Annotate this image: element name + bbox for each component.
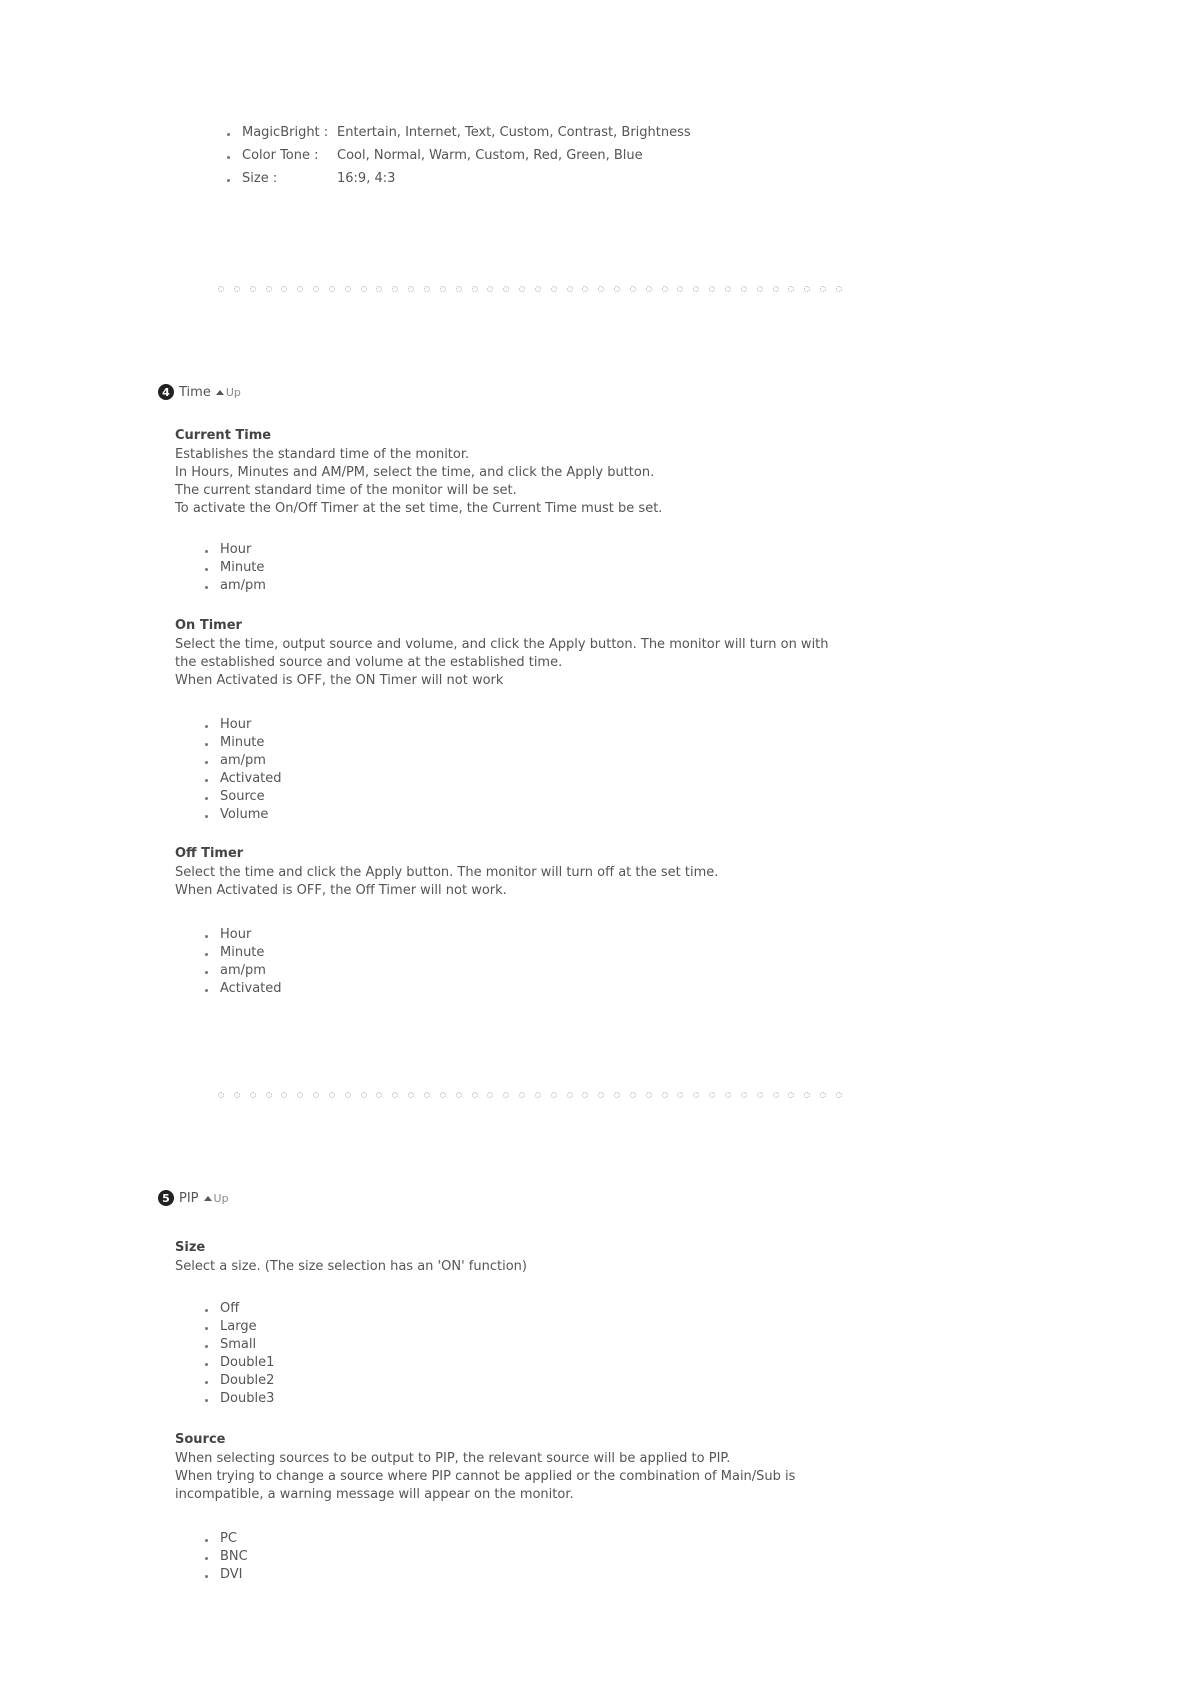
list-item: Small	[220, 1337, 257, 1352]
dotted-divider	[218, 286, 842, 294]
divider-dot	[266, 286, 272, 292]
divider-dot	[551, 1092, 557, 1098]
divider-dot	[725, 286, 731, 292]
divider-dot	[345, 1092, 351, 1098]
paragraph-line: When selecting sources to be output to PIP, the relevant source will be applied to PIP.	[175, 1451, 731, 1466]
divider-dot	[281, 1092, 287, 1098]
item-value: Cool, Normal, Warm, Custom, Red, Green, Blue	[337, 148, 643, 163]
divider-dot	[773, 1092, 779, 1098]
divider-dot	[234, 286, 240, 292]
up-link[interactable]	[204, 1192, 229, 1205]
list-item: am/pm	[220, 753, 266, 768]
divider-dot	[646, 1092, 652, 1098]
divider-dot	[614, 1092, 620, 1098]
divider-dot	[234, 1092, 240, 1098]
divider-dot	[218, 286, 224, 292]
list-item: am/pm	[220, 578, 266, 593]
divider-dot	[392, 1092, 398, 1098]
subheading: Current Time	[175, 428, 272, 443]
divider-dot	[551, 286, 557, 292]
divider-dot	[820, 1092, 826, 1098]
divider-dot	[313, 1092, 319, 1098]
section-title: PIP	[179, 1190, 199, 1206]
divider-dot	[361, 286, 367, 292]
paragraph-line: incompatible, a warning message will appear on the monitor.	[175, 1487, 574, 1502]
divider-dot	[804, 1092, 810, 1098]
divider-dot	[266, 1092, 272, 1098]
divider-dot	[630, 1092, 636, 1098]
divider-dot	[329, 286, 335, 292]
divider-dot	[535, 286, 541, 292]
divider-dot	[297, 1092, 303, 1098]
divider-dot	[424, 286, 430, 292]
divider-dot	[456, 1092, 462, 1098]
divider-dot	[313, 286, 319, 292]
divider-dot	[836, 1092, 842, 1098]
list-item	[242, 170, 396, 188]
item-value: 16:9, 4:3	[337, 171, 396, 186]
divider-dot	[693, 1092, 699, 1098]
list-item: Off	[220, 1301, 240, 1316]
divider-dot	[440, 1092, 446, 1098]
paragraph-line: Establishes the standard time of the monitor.	[175, 447, 470, 462]
divider-dot	[725, 1092, 731, 1098]
divider-dot	[757, 1092, 763, 1098]
item-value: Entertain, Internet, Text, Custom, Contrast, Brightness	[337, 125, 691, 140]
divider-dot	[820, 286, 826, 292]
dotted-divider	[218, 1092, 842, 1100]
divider-dot	[741, 286, 747, 292]
paragraph-line: The current standard time of the monitor will be set.	[175, 483, 517, 498]
divider-dot	[424, 1092, 430, 1098]
item-label: Color Tone :	[242, 148, 319, 163]
list-item: Hour	[220, 927, 252, 942]
divider-dot	[677, 286, 683, 292]
divider-dot	[567, 286, 573, 292]
divider-dot	[519, 1092, 525, 1098]
divider-dot	[297, 286, 303, 292]
divider-dot	[472, 1092, 478, 1098]
paragraph-line: When Activated is OFF, the Off Timer will not work.	[175, 883, 507, 898]
paragraph-line: Select a size. (The size selection has an 'ON' function)	[175, 1259, 527, 1274]
subheading: Off Timer	[175, 846, 244, 861]
list-item: BNC	[220, 1549, 248, 1564]
divider-dot	[614, 286, 620, 292]
up-arrow-icon	[204, 1196, 212, 1201]
item-label: Size :	[242, 171, 278, 186]
section-title: Time	[179, 384, 211, 400]
divider-dot	[741, 1092, 747, 1098]
divider-dot	[456, 286, 462, 292]
divider-dot	[535, 1092, 541, 1098]
divider-dot	[646, 286, 652, 292]
list-item: Activated	[220, 771, 282, 786]
up-label: Up	[213, 1191, 229, 1205]
divider-dot	[582, 1092, 588, 1098]
divider-dot	[392, 286, 398, 292]
divider-dot	[345, 286, 351, 292]
paragraph-line: In Hours, Minutes and AM/PM, select the time, and click the Apply button.	[175, 465, 655, 480]
list-item: Large	[220, 1319, 257, 1334]
divider-dot	[773, 286, 779, 292]
divider-dot	[757, 286, 763, 292]
divider-dot	[250, 1092, 256, 1098]
divider-dot	[408, 286, 414, 292]
divider-dot	[709, 1092, 715, 1098]
divider-dot	[218, 1092, 224, 1098]
list-item: Source	[220, 789, 265, 804]
section-heading	[158, 382, 241, 402]
divider-dot	[472, 286, 478, 292]
paragraph-line: the established source and volume at the established time.	[175, 655, 563, 670]
divider-dot	[693, 286, 699, 292]
list-item: am/pm	[220, 963, 266, 978]
divider-dot	[329, 1092, 335, 1098]
divider-dot	[250, 286, 256, 292]
list-item: Hour	[220, 717, 252, 732]
divider-dot	[519, 286, 525, 292]
divider-dot	[788, 1092, 794, 1098]
paragraph-line: When Activated is OFF, the ON Timer will not work	[175, 673, 504, 688]
divider-dot	[487, 286, 493, 292]
up-arrow-icon	[216, 390, 224, 395]
up-label: Up	[225, 385, 241, 399]
divider-dot	[662, 286, 668, 292]
divider-dot	[630, 286, 636, 292]
divider-dot	[361, 1092, 367, 1098]
list-item	[242, 147, 643, 165]
subheading: Size	[175, 1240, 206, 1255]
list-item: DVI	[220, 1567, 243, 1582]
divider-dot	[804, 286, 810, 292]
divider-dot	[487, 1092, 493, 1098]
paragraph-line: Select the time, output source and volume, and click the Apply button. The monitor will turn on with	[175, 637, 829, 652]
divider-dot	[598, 1092, 604, 1098]
divider-dot	[376, 286, 382, 292]
list-item: Double2	[220, 1373, 275, 1388]
list-item: PC	[220, 1531, 237, 1546]
paragraph-line: Select the time and click the Apply button. The monitor will turn off at the set time.	[175, 865, 719, 880]
list-item: Minute	[220, 560, 265, 575]
divider-dot	[408, 1092, 414, 1098]
paragraph-line: When trying to change a source where PIP cannot be applied or the combination of Main/Sub is	[175, 1469, 796, 1484]
divider-dot	[662, 1092, 668, 1098]
divider-dot	[503, 286, 509, 292]
up-link[interactable]	[216, 386, 241, 399]
divider-dot	[376, 1092, 382, 1098]
section-number-icon: 4	[158, 384, 174, 400]
list-item: Volume	[220, 807, 269, 822]
divider-dot	[440, 286, 446, 292]
section-number-icon: 5	[158, 1190, 174, 1206]
divider-dot	[567, 1092, 573, 1098]
section-heading	[158, 1188, 229, 1208]
divider-dot	[788, 286, 794, 292]
list-item: Double3	[220, 1391, 275, 1406]
subheading: On Timer	[175, 618, 242, 633]
divider-dot	[582, 286, 588, 292]
item-label: MagicBright :	[242, 125, 329, 140]
list-item: Hour	[220, 542, 252, 557]
list-item: Minute	[220, 735, 265, 750]
divider-dot	[709, 286, 715, 292]
list-item: Double1	[220, 1355, 275, 1370]
divider-dot	[677, 1092, 683, 1098]
paragraph-line: To activate the On/Off Timer at the set time, the Current Time must be set.	[175, 501, 663, 516]
subheading: Source	[175, 1432, 226, 1447]
divider-dot	[836, 286, 842, 292]
divider-dot	[503, 1092, 509, 1098]
divider-dot	[281, 286, 287, 292]
list-item	[242, 124, 691, 142]
divider-dot	[598, 286, 604, 292]
list-item: Minute	[220, 945, 265, 960]
list-item: Activated	[220, 981, 282, 996]
